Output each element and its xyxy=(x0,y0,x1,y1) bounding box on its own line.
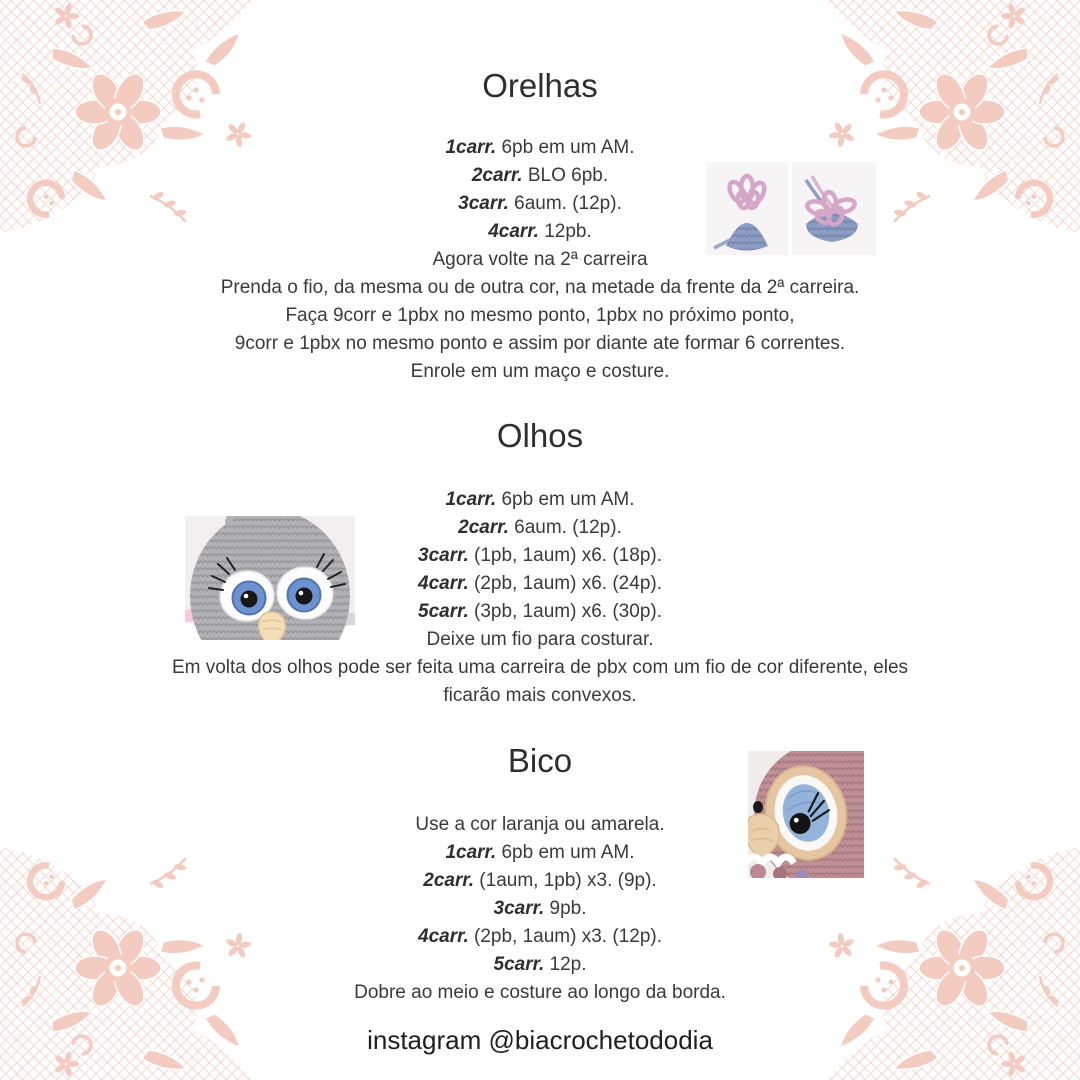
section-lines-bico xyxy=(0,811,1080,1007)
section-heading-olhos: Olhos xyxy=(496,417,584,454)
row-text: Enrole em um maço e costure. xyxy=(410,361,670,382)
row-label: 3carr. xyxy=(458,193,509,214)
row-text: Dobre ao meio e costure ao longo da borda. xyxy=(354,982,726,1003)
row-text: 6pb em um AM. xyxy=(496,137,635,158)
row-label: 1carr. xyxy=(445,842,497,863)
pattern-line xyxy=(0,979,1080,1007)
instagram-handle: instagram @biacrochetododia xyxy=(367,1025,713,1055)
row-text: 9corr e 1pbx no mesmo ponto e assim por diante ate formar 6 correntes. xyxy=(234,333,846,354)
pattern-line xyxy=(0,923,1080,951)
row-text: Agora volte na 2ª carreira xyxy=(432,249,648,270)
row-label: 5carr. xyxy=(493,954,545,975)
ears-photo xyxy=(706,162,876,255)
row-text: (2pb, 1aum) x3. (12p). xyxy=(468,926,662,947)
pattern-line xyxy=(0,570,1080,598)
row-text: Em volta dos olhos pode ser feita uma carreira de pbx com um fio de cor diferente, eles xyxy=(171,657,909,678)
row-text: BLO 6pb. xyxy=(522,165,609,186)
row-text: 6aum. (12p). xyxy=(508,193,622,214)
row-text: 6aum. (12p). xyxy=(508,517,622,538)
row-text: (1aum, 1pb) x3. (9p). xyxy=(474,870,657,891)
row-label: 1carr. xyxy=(445,489,497,510)
row-text: Prenda o fio, da mesma ou de outra cor, na metade da frente da 2ª carreira. xyxy=(220,277,860,298)
pattern-line xyxy=(0,358,1080,386)
eyes-photo xyxy=(185,516,355,640)
row-label: 5carr. xyxy=(418,601,469,622)
pattern-line xyxy=(0,134,1080,162)
row-text: (1pb, 1aum) x6. (18p). xyxy=(468,545,662,566)
second-eye-pupil xyxy=(753,801,763,813)
beak-photo xyxy=(748,751,864,878)
row-label: 4carr. xyxy=(488,221,539,242)
row-text: Use a cor laranja ou amarela. xyxy=(415,814,665,835)
section-heading-bico: Bico xyxy=(507,742,573,779)
row-label: 2carr. xyxy=(471,165,523,186)
pattern-line xyxy=(0,486,1080,514)
pattern-line xyxy=(0,302,1080,330)
row-text: 6pb em um AM. xyxy=(496,842,635,863)
row-text: 9pb. xyxy=(544,898,587,919)
row-text: Deixe um fio para costurar. xyxy=(426,629,654,650)
owl-beak xyxy=(259,612,285,640)
pattern-line xyxy=(0,542,1080,570)
row-text: 6pb em um AM. xyxy=(496,489,635,510)
pattern-line xyxy=(0,598,1080,626)
section-lines-orelhas xyxy=(0,134,1080,386)
pattern-line xyxy=(0,514,1080,542)
pattern-line xyxy=(0,951,1080,979)
pattern-line xyxy=(0,867,1080,895)
row-label: 3carr. xyxy=(418,545,469,566)
pattern-line xyxy=(0,654,1080,682)
section-lines-olhos xyxy=(0,486,1080,710)
row-label: 3carr. xyxy=(493,898,545,919)
row-text: (3pb, 1aum) x6. (30p). xyxy=(468,601,662,622)
row-text: 12pb. xyxy=(538,221,592,242)
pattern-line xyxy=(0,682,1080,710)
pattern-line xyxy=(0,246,1080,274)
pattern-line xyxy=(0,190,1080,218)
row-label: 4carr. xyxy=(418,573,469,594)
pattern-line xyxy=(0,811,1080,839)
row-label: 2carr. xyxy=(458,517,509,538)
pattern-line xyxy=(0,274,1080,302)
pattern-line xyxy=(0,162,1080,190)
pattern-line xyxy=(0,626,1080,654)
pattern-line xyxy=(0,218,1080,246)
pattern-line xyxy=(0,895,1080,923)
row-label: 4carr. xyxy=(418,926,469,947)
section-heading-orelhas: Orelhas xyxy=(482,67,598,104)
pattern-line xyxy=(0,330,1080,358)
row-text: 12p. xyxy=(544,954,587,975)
row-text: Faça 9corr e 1pbx no mesmo ponto, 1pbx no próximo ponto, xyxy=(285,305,795,326)
row-label: 2carr. xyxy=(423,870,475,891)
row-label: 1carr. xyxy=(445,137,497,158)
row-text: ficarão mais convexos. xyxy=(443,685,637,706)
row-text: (2pb, 1aum) x6. (24p). xyxy=(468,573,662,594)
pattern-line xyxy=(0,839,1080,867)
